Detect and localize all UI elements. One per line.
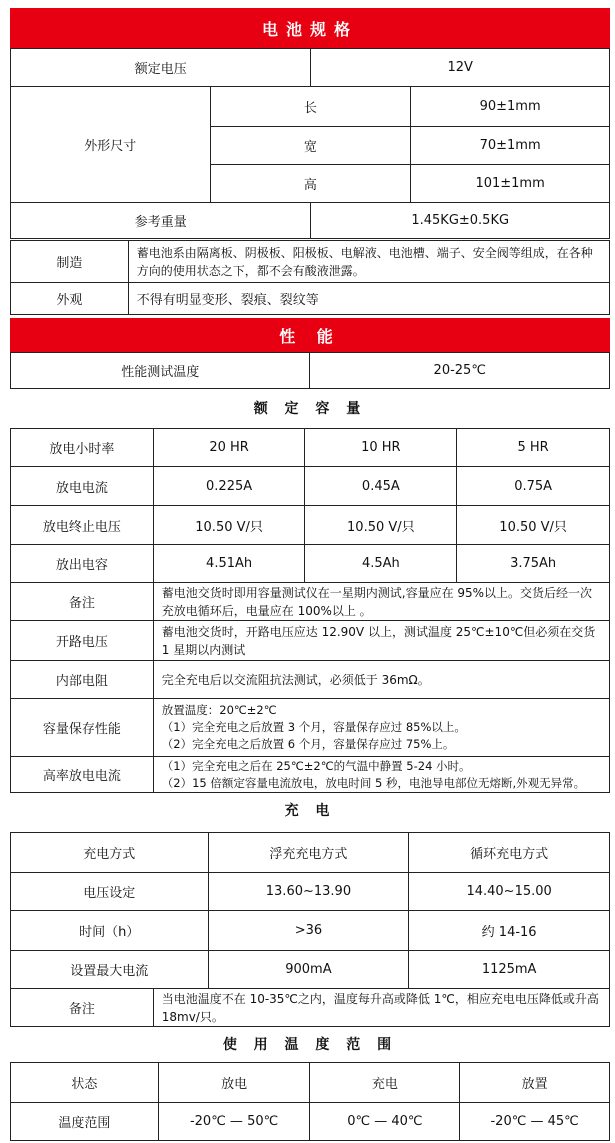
capacity-10hr: 4.5Ah <box>305 545 457 583</box>
temp-range-label: 温度范围 <box>11 1103 159 1141</box>
cycle-charge-label: 循环充电方式 <box>409 833 610 873</box>
retention-label: 容量保存性能 <box>11 699 154 757</box>
appearance-label: 外观 <box>11 283 129 315</box>
rated-capacity-title: 额 定 容 量 <box>253 401 367 417</box>
retention-line: 放置温度：20℃±2℃ <box>161 703 277 717</box>
current-label: 放电电流 <box>11 467 154 506</box>
weight-label: 参考重量 <box>11 203 311 239</box>
temperature-title: 使 用 温 度 范 围 <box>222 1037 398 1053</box>
current-5hr: 0.75A <box>457 467 610 506</box>
ocv-label: 开路电压 <box>11 621 154 661</box>
capacity-label: 放出电容 <box>11 545 154 583</box>
temperature-table <box>10 1062 610 1141</box>
storage-label: 放置 <box>460 1063 610 1103</box>
perf-note-label: 备注 <box>11 583 154 621</box>
resistance-value: 完全充电后以交流阻抗法测试，必须低于 36mΩ。 <box>153 661 609 699</box>
discharge-range: -20℃ — 50℃ <box>158 1103 310 1141</box>
capacity-20hr: 4.51Ah <box>153 545 305 583</box>
voltage-setting-label: 电压设定 <box>11 873 209 911</box>
high-rate-value <box>153 757 609 793</box>
rated-voltage-label: 额定电压 <box>11 49 311 87</box>
cutoff-5hr: 10.50 V/只 <box>457 506 610 545</box>
cutoff-10hr: 10.50 V/只 <box>305 506 457 545</box>
storage-range: -20℃ — 45℃ <box>460 1103 610 1141</box>
current-20hr: 0.225A <box>153 467 305 506</box>
charge-note-value: 当电池温度不在 10-35℃之内，温度每升高或降低 1℃，相应充电电压降低或升高 18mv/只。 <box>153 989 609 1027</box>
high-rate-line: （1）完全充电之后在 25℃±2℃的气温中静置 5-24 小时。 <box>161 758 471 773</box>
battery-spec-title: 电池规格 <box>261 19 358 39</box>
retention-value <box>153 699 609 757</box>
cutoff-label: 放电终止电压 <box>11 506 154 545</box>
performance-header <box>10 318 610 352</box>
battery-desc-table <box>10 240 610 315</box>
performance-notes-table <box>10 582 610 793</box>
height-value: 101±1mm <box>411 165 610 203</box>
rate-20hr: 20 HR <box>153 429 305 467</box>
rate-label: 放电小时率 <box>11 429 154 467</box>
current-10hr: 0.45A <box>305 467 457 506</box>
perf-note-value: 蓄电池交货时即用容量测试仪在一星期内测试,容量应在 95%以上。交货后经一次充放电循环后，电量应在 100%以上 。 <box>153 583 609 621</box>
float-charge-label: 浮充充电方式 <box>208 833 409 873</box>
charge-note-label: 备注 <box>11 989 154 1027</box>
resistance-label: 内部电阻 <box>11 661 154 699</box>
high-rate-label: 高率放电电流 <box>11 757 154 793</box>
dimension-label: 外形尺寸 <box>11 87 211 203</box>
capacity-5hr: 3.75Ah <box>457 545 610 583</box>
test-temp-table <box>10 352 610 389</box>
float-time: >36 <box>208 911 409 951</box>
battery-spec-header <box>10 8 610 48</box>
height-label: 高 <box>210 165 411 203</box>
discharge-label: 放电 <box>158 1063 310 1103</box>
performance-title: 性 能 <box>279 326 341 346</box>
float-voltage: 13.60~13.90 <box>208 873 409 911</box>
width-label: 宽 <box>210 127 411 165</box>
appearance-value: 不得有明显变形、裂痕、裂纹等 <box>128 283 609 315</box>
retention-line: （2）完全充电之后放置 6 个月，容量保存应过 75%上。 <box>161 737 455 751</box>
retention-line: （1）完全充电之后放置 3 个月，容量保存应过 85%以上。 <box>161 720 466 734</box>
weight-value: 1.45KG±0.5KG <box>311 203 610 239</box>
state-label: 状态 <box>11 1063 159 1103</box>
battery-spec-table <box>10 48 610 239</box>
charge-method-label: 充电方式 <box>11 833 209 873</box>
test-temp-label: 性能测试温度 <box>11 353 310 389</box>
charge-time-label: 时间（h） <box>11 911 209 951</box>
cycle-current: 1125mA <box>409 951 610 989</box>
length-value: 90±1mm <box>411 87 610 127</box>
ocv-value: 蓄电池交货时，开路电压应达 12.90V 以上，测试温度 25℃±10℃但必须在交货 1 星期以内测试 <box>153 621 609 661</box>
cycle-voltage: 14.40~15.00 <box>409 873 610 911</box>
high-rate-line: （2）15 倍额定容量电流放电，放电时间 5 秒，电池导电部位无熔断,外观无异常。 <box>161 775 586 790</box>
manufacture-value: 蓄电池系由隔离板、阴极板、阳极板、电解液、电池槽、端子、安全阀等组成，在各种方向的使用状态之下，都不会有酸液泄露。 <box>128 241 609 283</box>
cycle-time: 约 14-16 <box>409 911 610 951</box>
rated-capacity-table <box>10 428 610 583</box>
test-temp-value: 20-25℃ <box>310 353 610 389</box>
charging-note-table <box>10 988 610 1027</box>
cutoff-20hr: 10.50 V/只 <box>153 506 305 545</box>
manufacture-label: 制造 <box>11 241 129 283</box>
float-current: 900mA <box>208 951 409 989</box>
width-value: 70±1mm <box>411 127 610 165</box>
rate-5hr: 5 HR <box>457 429 610 467</box>
rate-10hr: 10 HR <box>305 429 457 467</box>
charge-label: 充电 <box>310 1063 460 1103</box>
max-current-label: 设置最大电流 <box>11 951 209 989</box>
rated-voltage-value: 12V <box>311 49 610 87</box>
charging-table <box>10 832 610 989</box>
charging-title: 充 电 <box>284 803 336 819</box>
charge-range: 0℃ — 40℃ <box>310 1103 460 1141</box>
length-label: 长 <box>210 87 411 127</box>
